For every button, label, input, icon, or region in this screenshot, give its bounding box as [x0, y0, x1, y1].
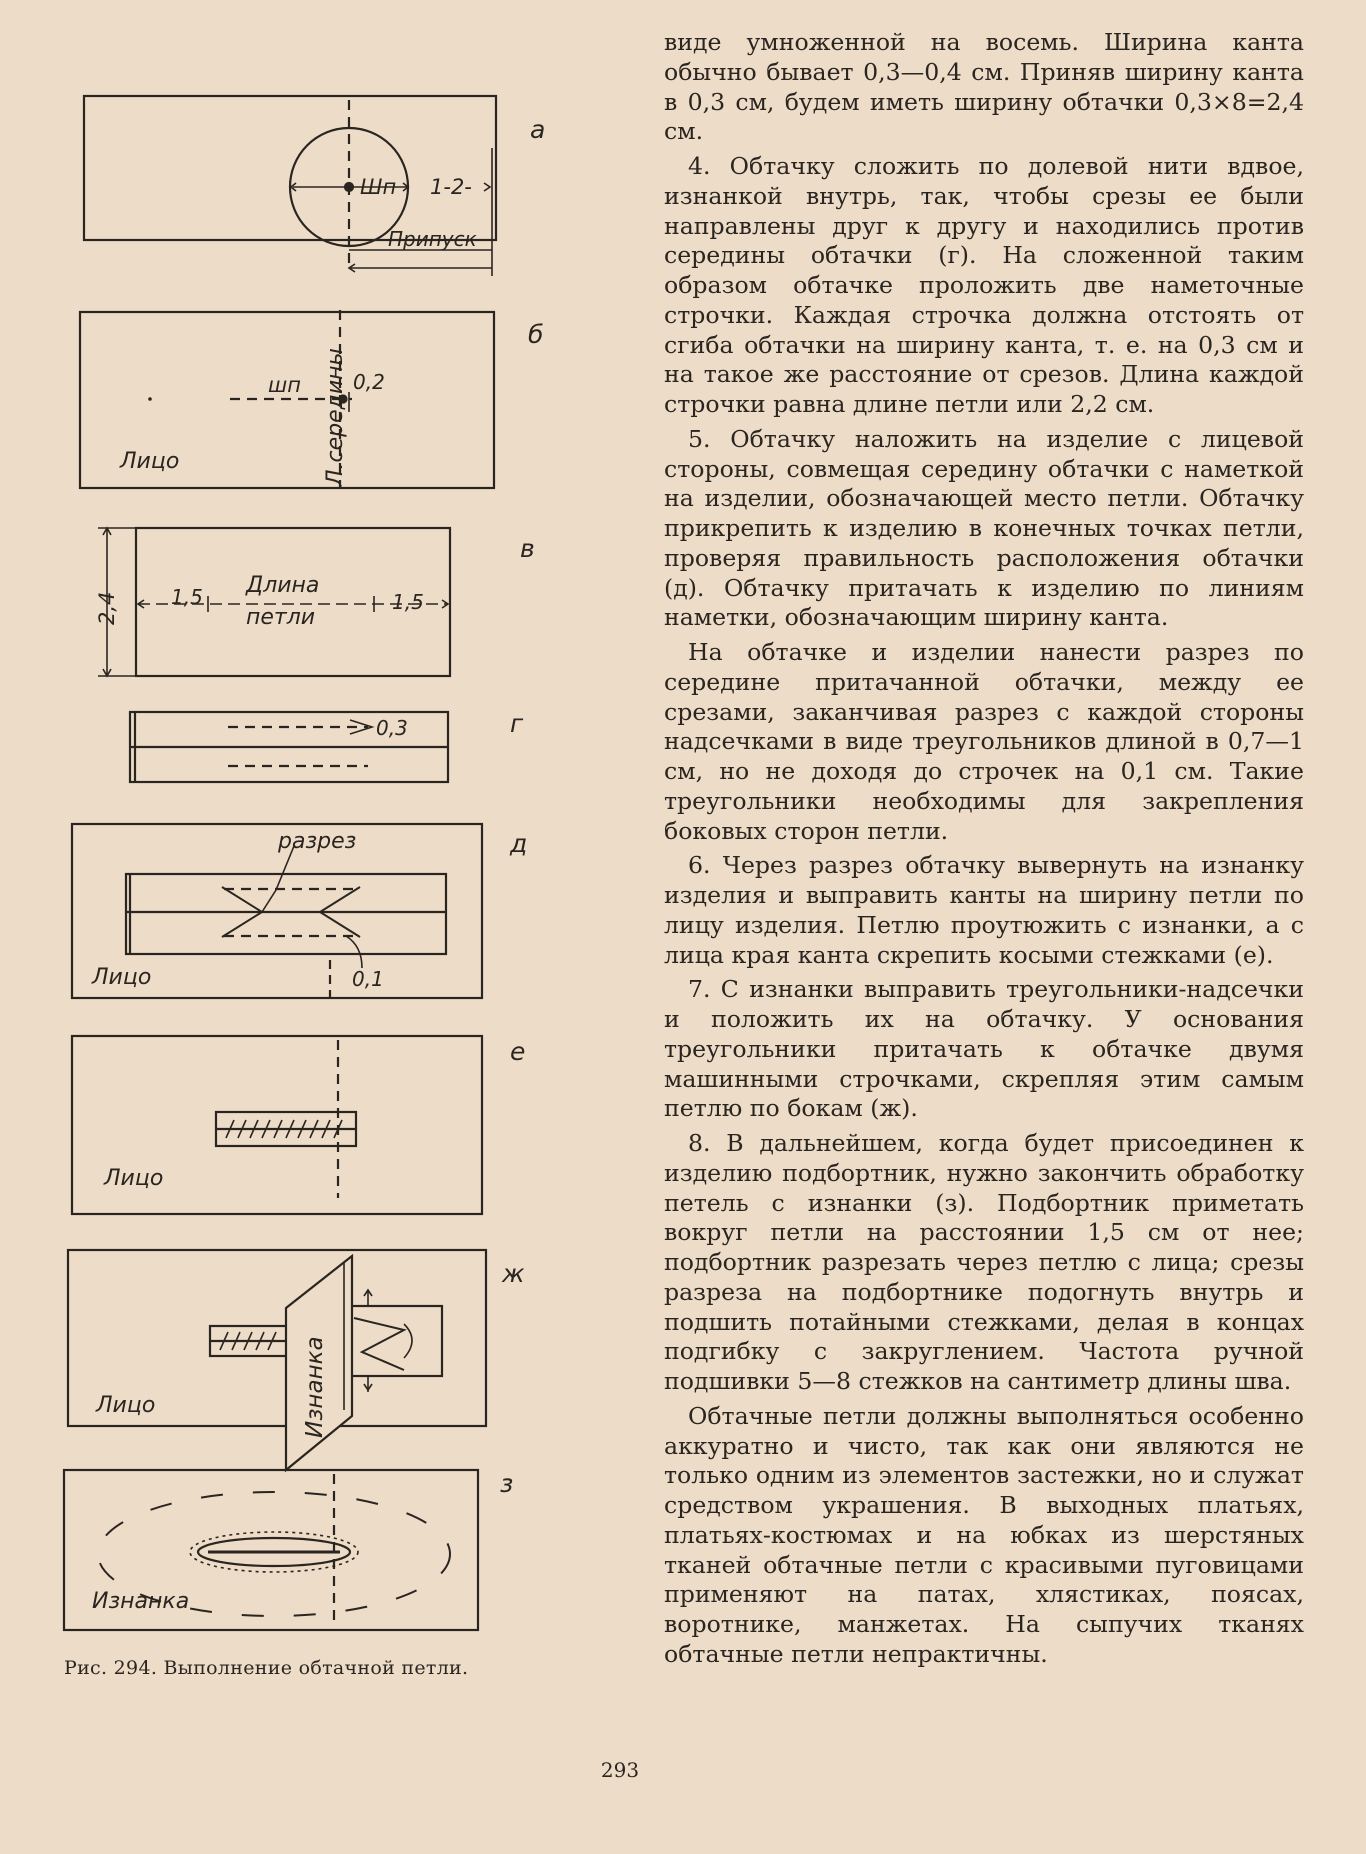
paragraph: 5. Обтачку наложить на изделие с лицевой стороны, совмещая середину обтачки с наметкой на изделии, обозначающей место петли. Обтачку прикрепить к изделию в конечных точках петли, проверяя правильность расположения обтачки (д). Обтачку притачать к изделию по линиям наметки, обозначающим ширину канта. [664, 424, 1304, 632]
paragraph: Обтачные петли должны выполняться особенно аккуратно и чисто, так как они являются не только одним из элементов застежки, но и служат средством украшения. В выходных платьях, платьях-костюмах и на юбках из шерстяных тканей обтачные петли с красивыми пуговицами применяют на патах, хлястиках, поясах, воротнике, манжетах. На сыпучих тканях обтачные петли непрактичны. [664, 1401, 1304, 1668]
panel-z [64, 1469, 513, 1630]
paragraph: На обтачке и изделии нанести разрез по середине притачанной обтачки, между ее срезами, заканчивая разрез с каждой стороны надсечками в виде треугольников длиной в 0,7—1 см, но не доходя до строчек на 0,1 см. Такие треугольники необходимы для закрепления боковых сторон петли. [664, 638, 1304, 845]
panel-letter-a: а [530, 115, 546, 144]
paragraph: 7. С изнанки выправить треугольники-надсечки и положить их на обтачку. У основания треугольники притачать к обтачке двумя машинными строчками, скрепляя этим самым петлю по бокам (ж). [664, 975, 1304, 1123]
label-pripusk: Припуск [388, 227, 477, 251]
panel-g [130, 709, 524, 782]
panel-letter-zh: ж [502, 1259, 525, 1288]
label-right-1-5: 1,5 [392, 590, 424, 614]
buttonhole-diagrams [0, 0, 640, 1854]
label-petli: петли [246, 605, 316, 630]
panel-letter-e: е [510, 1037, 526, 1066]
label-left-1-5: 1,5 [171, 585, 203, 609]
label-iznanka: Изнанка [302, 1336, 328, 1438]
panel-b [80, 310, 543, 488]
panel-letter-v: в [520, 534, 535, 563]
label-face: Лицо [92, 965, 152, 990]
label-0-1: 0,1 [352, 967, 384, 991]
figure-caption: Рис. 294. Выполнение обтачной петли. [64, 1657, 469, 1679]
page-number: 293 [600, 1758, 640, 1782]
label-face: Лицо [120, 449, 180, 474]
paragraph: 4. Обтачку сложить по долевой нити вдвое, изнанкой внутрь, так, чтобы срезы ее были направлены друг к другу и находились против середины обтачки (г). На сложенной таким образом обтачке проложить две наметочные строчки. Каждая строчка должна отстоять от сгиба обтачки на ширину канта, т. е. на 0,3 см и на такое же расстояние от срезов. Длина каждой строчки равна длине петли или 2,2 см. [664, 152, 1304, 418]
panel-e [72, 1036, 525, 1214]
panel-letter-z: з [500, 1469, 514, 1498]
figure-294 [0, 0, 640, 1854]
label-dlina: Длина [246, 573, 320, 598]
label-face: Лицо [104, 1166, 164, 1191]
label-razrez: разрез [278, 829, 357, 854]
paragraph: 6. Через разрез обтачку вывернуть на изнанку изделия и выправить канты на ширину петли по лицу изделия. Петлю проутюжить с изнанки, а с лица края канта скрепить косыми стежками (е). [664, 851, 1304, 969]
label-shp: Шп [360, 175, 397, 199]
panel-v [95, 528, 535, 676]
label-shp: шп [268, 373, 301, 397]
panel-d [72, 824, 527, 998]
label-0-3: 0,3 [376, 716, 408, 740]
paragraph: 8. В дальнейшем, когда будет присоединен к изделию подбортник, нужно закончить обработку петель с изнанки (з). Подбортник приметать вокруг петли на расстоянии 1,5 см от нее; подбортник разрезать через петлю с лица; срезы разреза на подбортнике подогнуть внутрь и подшить потайными стежками, делая в концах подгибку с закруглением. Частота ручной подшивки 5—8 стежков на сантиметр длины шва. [664, 1129, 1304, 1395]
body-text [664, 28, 1304, 1675]
paragraph: виде умноженной на восемь. Ширина канта обычно бывает 0,3—0,4 см. Приняв ширину канта в 0,3 см, будем иметь ширину обтачки 0,3×8=2,4 см. [664, 28, 1304, 146]
label-face: Лицо [96, 1393, 156, 1418]
panel-a [84, 96, 545, 276]
label-height-2-4: 2,4 [95, 591, 119, 625]
label-1-2: 1-2- [430, 175, 472, 199]
label-0-2: 0,2 [353, 370, 385, 394]
panel-letter-d: д [510, 829, 528, 858]
label-iznanka: Изнанка [92, 1589, 190, 1614]
panel-letter-g: г [510, 709, 524, 738]
panel-letter-b: б [528, 320, 544, 349]
label-l-serediny: Л.середины [323, 348, 348, 486]
panel-zh [68, 1250, 525, 1470]
